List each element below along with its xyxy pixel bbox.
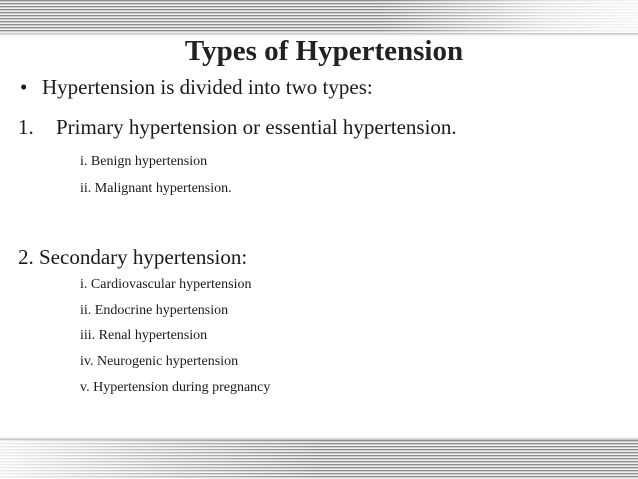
secondary-subtype: i. Cardiovascular hypertension: [80, 277, 252, 292]
primary-number: 1.: [18, 115, 34, 139]
primary-label: Primary hypertension or essential hypertension.: [56, 115, 457, 139]
intro-bullet: [20, 74, 373, 100]
primary-subtype: i. Benign hypertension: [80, 154, 208, 169]
secondary-subtype: iv. Neurogenic hypertension: [80, 354, 239, 369]
top-band-highlight: [378, 0, 638, 33]
secondary-subtype: v. Hypertension during pregnancy: [80, 380, 271, 395]
secondary-item: 2. Secondary hypertension:: [18, 245, 248, 269]
slide-title: Types of Hypertension: [184, 35, 464, 67]
secondary-subtype: iii. Renal hypertension: [80, 328, 208, 343]
primary-subtype: ii. Malignant hypertension.: [80, 181, 232, 196]
primary-item: [18, 114, 457, 140]
bullet-marker: •: [20, 75, 28, 99]
secondary-subtype: ii. Endocrine hypertension: [80, 303, 229, 318]
bottom-band-highlight: [0, 440, 320, 479]
intro-text: Hypertension is divided into two types:: [42, 75, 373, 99]
